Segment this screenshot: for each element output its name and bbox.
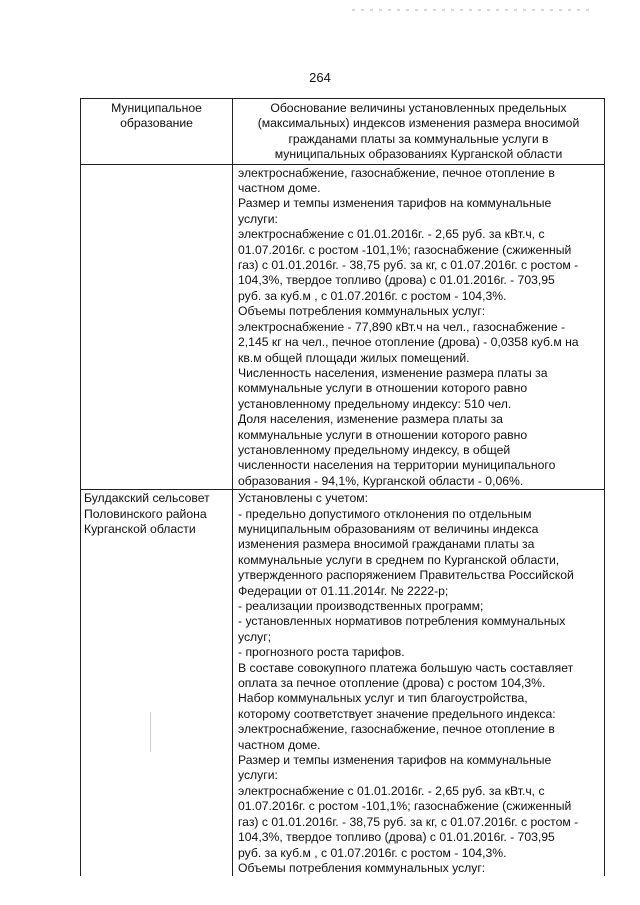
row1-justification [233, 164, 605, 490]
table-row [81, 490, 605, 877]
text-line: В составе совокупного платежа большую часть составляет [238, 660, 574, 675]
text-line: электроснабжение, газоснабжение, печное отопление в [238, 722, 555, 737]
text-line: 2,145 кг на чел., печное отопление (дрова) - 0,0358 куб.м на [238, 335, 579, 350]
table-row [81, 164, 605, 490]
text-line: Курганской области [84, 521, 196, 536]
text-line: газ) с 01.01.2016г. - 38,75 руб. за кг, с 01.07.2016г. с ростом - [238, 258, 579, 273]
text-line: гражданами платы за коммунальные услуги в [288, 131, 549, 146]
text-line: установленному предельному индексу: 510 чел. [238, 396, 512, 411]
text-line: коммунальные услуги в среднем по Курганской области, [238, 552, 560, 567]
text-line: которому соответствует значение предельного индекса: [238, 706, 556, 721]
text-line: - реализации производственных программ; [238, 599, 484, 613]
text-line: электроснабжение - 77,890 кВт.ч на чел., газоснабжение - [238, 319, 566, 334]
header-justification [233, 99, 605, 165]
text-line: Размер и темпы изменения тарифов на коммунальные [238, 196, 552, 211]
text-line: руб. за куб.м , с 01.07.2016г. с ростом - 104,3%. [238, 845, 507, 860]
text-line: газ) с 01.01.2016г. - 38,75 руб. за кг, с 01.07.2016г. с ростом - [238, 814, 579, 829]
text-line: Обоснование величины установленных предельных [270, 101, 567, 115]
text-line: коммунальные услуги в отношении которого равно [238, 427, 528, 442]
table-header-row [81, 99, 605, 165]
text-line: Доля населения, изменение размера платы за [238, 412, 503, 427]
text-line: частном доме. [238, 737, 321, 752]
text-line: образование [120, 116, 193, 131]
row1-municipality [81, 164, 233, 490]
text-line: утвержденного распоряжением Правительства Российской [238, 568, 574, 583]
text-line: услуги: [238, 211, 278, 226]
text-line: Муниципальное [111, 101, 202, 115]
text-line: муниципальным образованиям от величины индекса [238, 521, 539, 536]
text-line: Размер и темпы изменения тарифов на коммунальные [238, 753, 552, 768]
text-line: коммунальные услуги в отношении которого равно [238, 381, 528, 396]
header-municipality [81, 99, 233, 165]
text-line: услуг; [238, 629, 272, 644]
text-line: электроснабжение с 01.01.2016г. - 2,65 руб. за кВт.ч, с [238, 227, 545, 242]
text-line: численности населения на территории муниципального [238, 458, 556, 473]
text-line: Численность населения, изменение размера платы за [238, 365, 548, 380]
text-line: установленному предельному индексу, в общей [238, 442, 511, 457]
text-line: кв.м общей площади жилых помещений. [238, 350, 470, 365]
text-line: - установленных нормативов потребления коммунальных [238, 614, 566, 629]
tariff-table [80, 98, 605, 876]
text-line: Булдакский сельсовет [84, 491, 210, 506]
text-line: Объемы потребления коммунальных услуг: [238, 304, 486, 319]
text-line: оплата за печное отопление (дрова) с ростом 104,3%. [238, 676, 546, 691]
text-line: - прогнозного роста тарифов. [238, 645, 405, 660]
text-line: руб. за куб.м , с 01.07.2016г. с ростом - 104,3%. [238, 288, 507, 303]
text-line: - предельно допустимого отклонения по отдельным [238, 506, 532, 521]
text-line: частном доме. [238, 181, 321, 196]
text-line: Набор коммунальных услуг и тип благоустройства, [238, 691, 528, 706]
text-line: Федерации от 01.11.2014г. № 2222-р; [238, 583, 449, 598]
text-line: услуги: [238, 768, 278, 783]
text-line: изменения размера вносимой гражданами платы за [238, 537, 535, 552]
page-number: 264 [309, 70, 331, 85]
scan-artifact [352, 9, 592, 11]
text-line: электроснабжение с 01.01.2016г. - 2,65 руб. за кВт.ч, с [238, 783, 545, 798]
row2-municipality [81, 490, 233, 877]
text-line: Установлены с учетом: [238, 491, 368, 506]
text-line: муниципальных образованиях Курганской области [274, 147, 563, 162]
text-line: 01.07.2016г. с ростом -101,1%; газоснабжение (сжиженный [238, 799, 572, 814]
text-line: 104,3%, твердое топливо (дрова) с 01.01.2016г. - 703,95 [238, 273, 555, 288]
text-line: 01.07.2016г. с ростом -101,1%; газоснабжение (сжиженный [238, 242, 572, 257]
text-line: 104,3%, твердое топливо (дрова) с 01.01.2016г. - 703,95 [238, 830, 555, 845]
text-line: электроснабжение, газоснабжение, печное отопление в [238, 165, 555, 180]
text-line: (максимальных) индексов изменения размера вносимой [257, 116, 580, 131]
row2-justification [233, 490, 605, 877]
text-line: образования - 94,1%, Курганской области - 0,06%. [238, 473, 524, 488]
text-line: Половинского района [84, 506, 207, 521]
text-line: Объемы потребления коммунальных услуг: [238, 860, 486, 875]
